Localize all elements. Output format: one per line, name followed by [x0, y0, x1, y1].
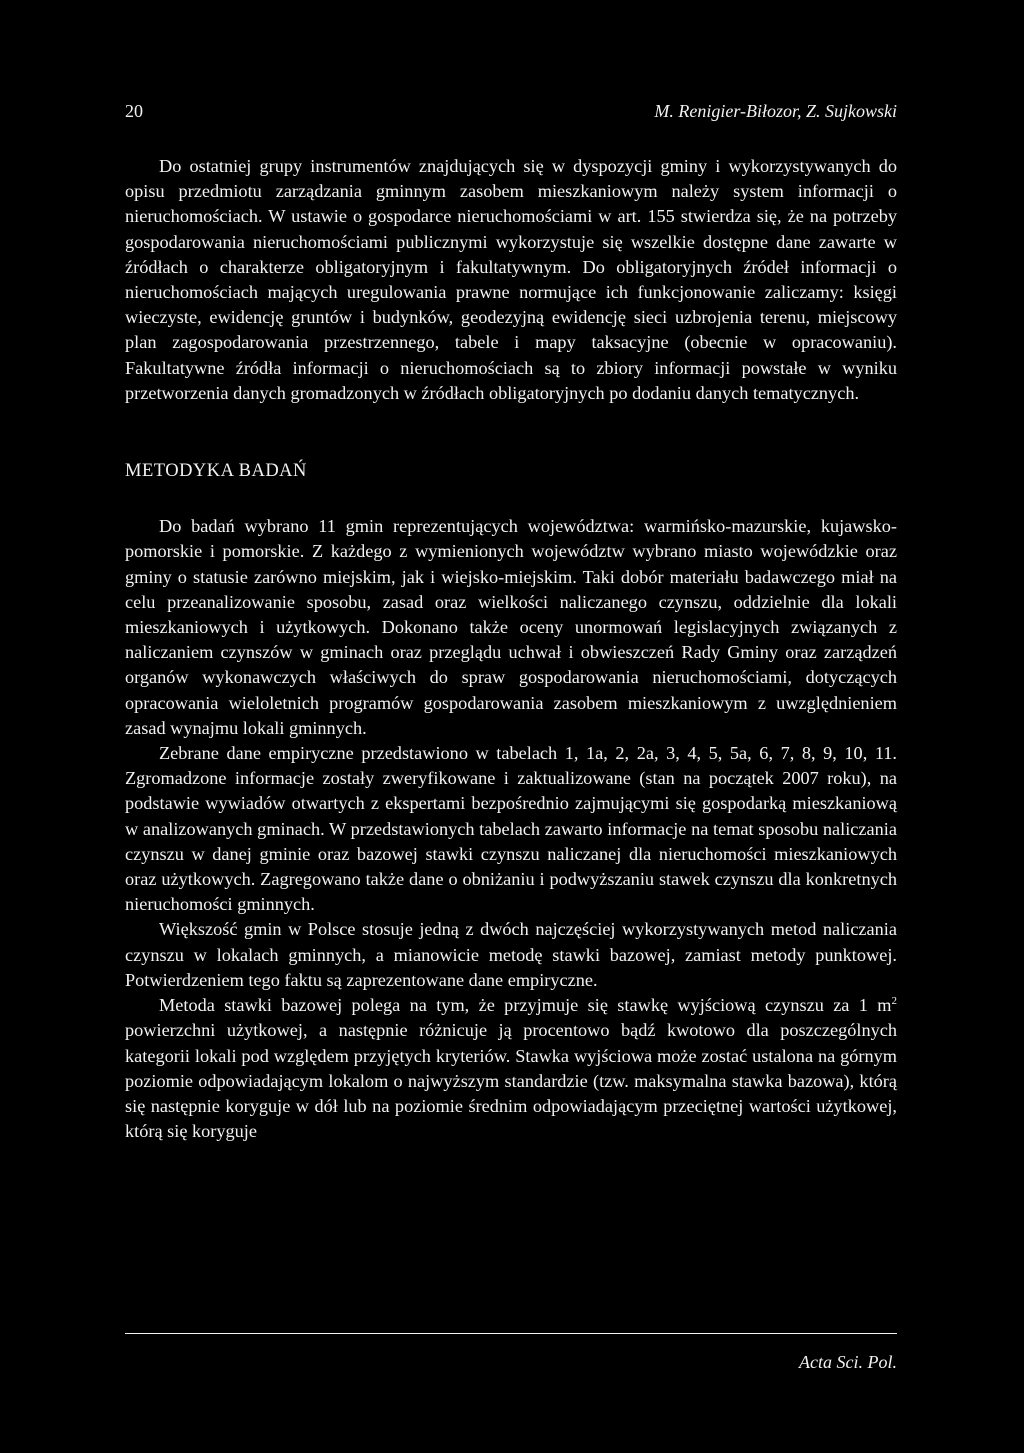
footer-divider — [125, 1333, 897, 1334]
section-heading-methodology: METODYKA BADAŃ — [125, 461, 307, 482]
page-number: 20 — [125, 101, 143, 121]
page-body — [125, 154, 897, 1144]
running-header — [125, 101, 897, 127]
journal-footer: Acta Sci. Pol. — [799, 1352, 897, 1372]
base-rate-text-start: Metoda stawki bazowej polega na tym, że przyjmuje się stawkę wyjściową czynszu za 1 m — [159, 995, 892, 1016]
paragraph-study-selection: Do badań wybrano 11 gmin reprezentujących województwa: warmińsko-mazurskie, kujawsko-pomorskie i pomorskie. Z każdego z wymienionych województw wybrano miasto wojewódzkie oraz gminy o statusie zarówno miejskim, jak i wiejsko-miejskim. Taki dobór materiału badawczego miał na celu przeanalizowanie sposobu, zasad oraz wielkości naliczanego czynszu, oddzielnie dla lokali mieszkaniowych i użytkowych. Dokonano także oceny unormowań legislacyjnych związanych z naliczaniem czynszów w gminach oraz przeglądu uchwał i obwieszczeń Rady Gminy oraz zarządzeń organów wykonawczych właściwych do spraw gospodarowania nieruchomościami, dotyczących opracowania wieloletnich programów gospodarowania zasobem mieszkaniowym z uwzględnieniem zasad wynajmu lokali gminnych. — [125, 516, 897, 738]
paragraph-information-systems: Do ostatniej grupy instrumentów znajdujących się w dyspozycji gminy i wykorzystywanych do opisu przedmiotu zarządzania gminnym zasobem mieszkaniowym należy system informacji o nieruchomościach. W ustawie o gospodarce nieruchomościami w art. 155 stwierdza się, że na potrzeby gospodarowania nieruchomościami publicznymi wykorzystuje się wszelkie dostępne dane zawarte w źródłach o charakterze obligatoryjnym i fakultatywnym. Do obligatoryjnych źródeł informacji o nieruchomościach mających uregulowania prawne normujące ich funkcjonowanie zaliczamy: księgi wieczyste, ewidencję gruntów i budynków, geodezyjną ewidencję sieci uzbrojenia terenu, miejscowy plan zagospodarowania przestrzennego, tabele i mapy taksacyjne (obecnie w opracowaniu). Fakultatywne źródła informacji o nieruchomościach są to zbiory informacji powstałe w wyniku przetworzenia danych gromadzonych w źródłach obligatoryjnych po dodaniu danych tematycznych. — [125, 156, 897, 403]
paragraph-base-rate-method — [125, 993, 897, 1144]
base-rate-text-end: powierzchni użytkowej, a następnie różnicuje ją procentowo bądź kwotowo dla poszczególnych kategorii lokali pod względem przyjętych kryteriów. Stawka wyjściowa może zostać ustalona na górnym poziomie odpowiadającym lokalom o najwyższym standardzie (tzw. maksymalna stawka bazowa), którą się następnie koryguje w dół lub na poziomie średnim odpowiadającym przeciętnej wartości użytkowej, którą się koryguje — [125, 1020, 897, 1142]
paragraph-empirical-data: Zebrane dane empiryczne przedstawiono w tabelach 1, 1a, 2, 2a, 3, 4, 5, 5a, 6, 7, 8, 9, 10, 11. Zgromadzone informacje zostały zweryfikowane i zaktualizowane (stan na początek 2007 roku), na podstawie wywiadów otwartych z ekspertami bezpośrednio zajmującymi się gospodarką mieszkaniową w analizowanych gminach. W przedstawionych tabelach zawarto informacje na temat sposobu naliczania czynszu w danej gminie oraz bazowej stawki czynszu naliczanej dla nieruchomości mieszkaniowych oraz użytkowych. Zagregowano także dane o obniżaniu i podwyższaniu stawek czynszu dla konkretnych nieruchomości gminnych. — [125, 743, 897, 915]
running-authors: M. Renigier-Biłozor, Z. Sujkowski — [654, 101, 897, 121]
squared-superscript: 2 — [891, 995, 897, 1007]
paragraph-methods-overview: Większość gmin w Polsce stosuje jedną z dwóch najczęściej wykorzystywanych metod naliczania czynszu w lokalach gminnych, a mianowicie metodę stawki bazowej, zamiast metody punktowej. Potwierdzeniem tego faktu są zaprezentowane dane empiryczne. — [125, 919, 897, 990]
